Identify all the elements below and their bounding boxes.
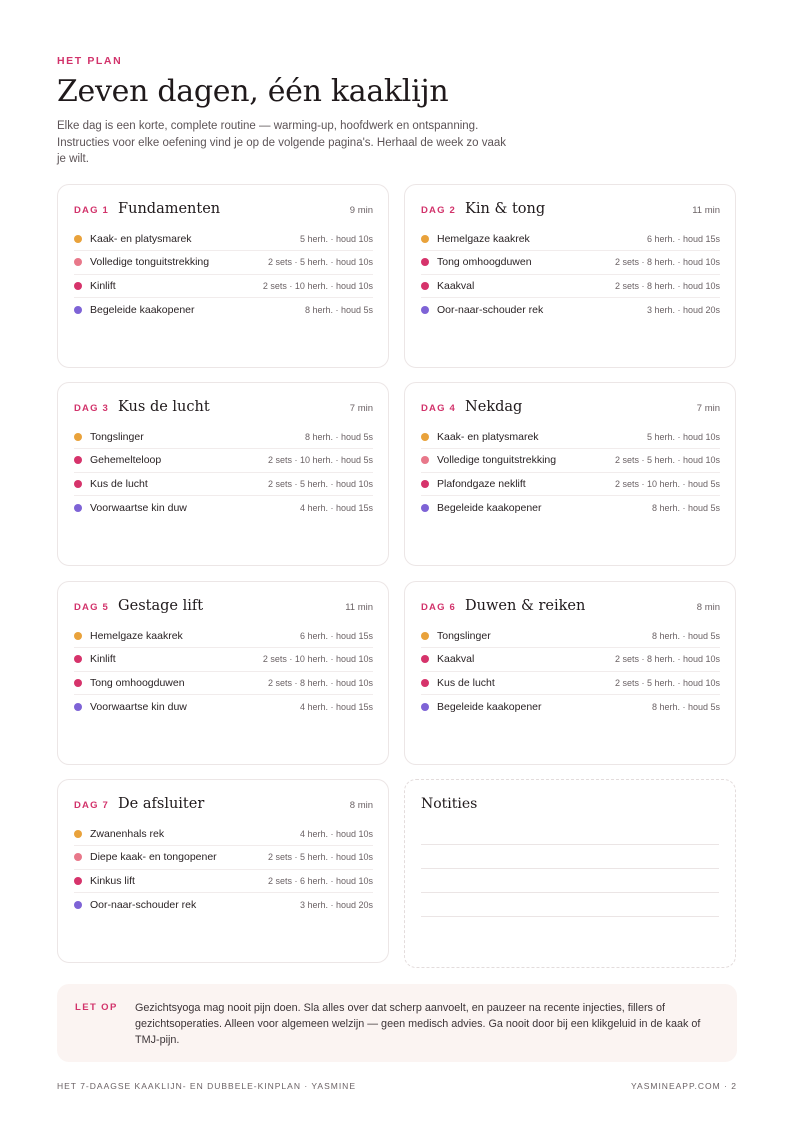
exercise-name: Hemelgaze kaakrek — [90, 630, 183, 643]
day-title: Kin & tong — [465, 201, 546, 217]
exercise-reps: 2 sets · 8 herh. · houd 10s — [614, 257, 720, 268]
exercise-reps: 2 sets · 5 herh. · houd 10s — [614, 455, 720, 466]
day-card-header — [74, 796, 373, 816]
day-title: De afsluiter — [118, 796, 205, 812]
category-dot-icon — [421, 282, 429, 290]
exercise-row — [74, 251, 373, 274]
exercise-list — [74, 625, 373, 718]
day-card — [404, 184, 736, 368]
category-dot-icon — [421, 306, 429, 314]
exercise-reps: 6 herh. · houd 15s — [299, 631, 373, 642]
note-line — [421, 868, 719, 869]
exercise-row — [421, 672, 720, 695]
category-dot-icon — [74, 877, 82, 885]
notes-title: Notities — [421, 796, 478, 812]
category-dot-icon — [74, 306, 82, 314]
exercise-reps: 4 herh. · houd 15s — [299, 701, 373, 712]
notes-box[interactable] — [404, 779, 736, 968]
note-line — [421, 916, 719, 917]
warning-box — [57, 984, 737, 1062]
exercise-row — [421, 275, 720, 298]
day-duration: 11 min — [345, 602, 373, 613]
day-card-header — [74, 598, 373, 618]
footer-document-title: HET 7-DAAGSE KAAKLIJN- EN DUBBELE-KINPLAN · YASMINE — [57, 1081, 356, 1091]
exercise-row — [74, 449, 373, 472]
category-dot-icon — [421, 433, 429, 441]
day-duration: 11 min — [692, 205, 720, 216]
exercise-row — [421, 449, 720, 472]
category-dot-icon — [74, 632, 82, 640]
category-dot-icon — [74, 456, 82, 464]
category-dot-icon — [421, 480, 429, 488]
day-duration: 8 min — [696, 602, 720, 613]
exercise-reps: 2 sets · 10 herh. · houd 5s — [267, 455, 373, 466]
category-dot-icon — [421, 258, 429, 266]
exercise-name: Zwanenhals rek — [90, 828, 165, 841]
exercise-row — [74, 846, 373, 869]
exercise-reps: 2 sets · 8 herh. · houd 10s — [614, 280, 720, 291]
exercise-name: Kus de lucht — [437, 676, 495, 689]
exercise-reps: 8 herh. · houd 5s — [304, 432, 373, 443]
exercise-list — [74, 823, 373, 916]
exercise-reps: 8 herh. · houd 5s — [304, 304, 373, 315]
exercise-row — [421, 496, 720, 519]
exercise-list — [74, 426, 373, 519]
day-card — [404, 581, 736, 765]
exercise-name: Kaak- en platysmarek — [90, 233, 192, 246]
footer-site-page: YASMINEAPP.COM · 2 — [630, 1081, 737, 1091]
section-eyebrow: HET PLAN — [57, 55, 123, 67]
category-dot-icon — [421, 703, 429, 711]
exercise-name: Kinkus lift — [90, 874, 135, 887]
exercise-reps: 2 sets · 10 herh. · houd 10s — [262, 280, 373, 291]
category-dot-icon — [74, 901, 82, 909]
exercise-row — [74, 228, 373, 251]
warning-text: Gezichtsyoga mag nooit pijn doen. Sla alles over dat scherp aanvoelt, en pauzeer na recente injecties, fillers of gezichtsoperaties. Alleen voor algemeen welzijn — geen medisch advies. Ga nooit door bij een klikgeluid in de kaak of TMJ-pijn. — [135, 1002, 701, 1046]
day-tag: DAG 6 — [421, 602, 457, 613]
day-card-header — [421, 598, 720, 618]
category-dot-icon — [421, 504, 429, 512]
exercise-name: Kinlift — [90, 653, 116, 666]
exercise-name: Oor-naar-schouder rek — [90, 898, 197, 911]
exercise-name: Begeleide kaakopener — [437, 501, 542, 514]
exercise-row — [421, 473, 720, 496]
exercise-name: Tong omhoogduwen — [90, 676, 185, 689]
category-dot-icon — [74, 655, 82, 663]
day-tag: DAG 7 — [74, 800, 110, 811]
exercise-name: Volledige tonguitstrekking — [437, 454, 557, 467]
exercise-reps: 2 sets · 10 herh. · houd 10s — [262, 654, 373, 665]
exercise-row — [421, 228, 720, 251]
exercise-name: Oor-naar-schouder rek — [437, 303, 544, 316]
category-dot-icon — [74, 480, 82, 488]
exercise-name: Tongslinger — [90, 431, 144, 444]
category-dot-icon — [74, 504, 82, 512]
exercise-name: Diepe kaak- en tongopener — [90, 851, 217, 864]
exercise-reps: 2 sets · 5 herh. · houd 10s — [267, 478, 373, 489]
exercise-reps: 3 herh. · houd 20s — [646, 304, 720, 315]
category-dot-icon — [74, 679, 82, 687]
day-card — [57, 184, 389, 368]
day-title: Duwen & reiken — [465, 598, 586, 614]
intro-text: Elke dag is een korte, complete routine — warming-up, hoofdwerk en ontspanning. Instructies voor elke oefening vind je op de volgende pagina's. Herhaal de week zo vaak je wilt. — [57, 120, 507, 165]
exercise-name: Begeleide kaakopener — [90, 303, 195, 316]
day-title: Nekdag — [465, 399, 523, 415]
exercise-name: Voorwaartse kin duw — [90, 501, 187, 514]
exercise-reps: 2 sets · 10 herh. · houd 5s — [614, 478, 720, 489]
exercise-row — [421, 298, 720, 321]
day-title: Kus de lucht — [118, 399, 210, 415]
day-duration: 7 min — [696, 403, 720, 414]
category-dot-icon — [74, 703, 82, 711]
exercise-name: Kus de lucht — [90, 477, 148, 490]
day-card-header — [74, 399, 373, 419]
exercise-row — [421, 695, 720, 718]
exercise-reps: 8 herh. · houd 5s — [651, 502, 720, 513]
day-tag: DAG 1 — [74, 205, 110, 216]
exercise-list — [421, 426, 720, 519]
exercise-row — [74, 870, 373, 893]
exercise-reps: 2 sets · 8 herh. · houd 10s — [267, 677, 373, 688]
category-dot-icon — [421, 655, 429, 663]
exercise-reps: 5 herh. · houd 10s — [299, 234, 373, 245]
exercise-reps: 4 herh. · houd 15s — [299, 502, 373, 513]
exercise-row — [74, 473, 373, 496]
exercise-reps: 3 herh. · houd 20s — [299, 899, 373, 910]
exercise-list — [421, 228, 720, 321]
exercise-row — [74, 298, 373, 321]
exercise-row — [74, 648, 373, 671]
exercise-name: Plafondgaze neklift — [437, 477, 526, 490]
exercise-row — [421, 251, 720, 274]
exercise-row — [74, 625, 373, 648]
exercise-name: Volledige tonguitstrekking — [90, 256, 210, 269]
page-title: Zeven dagen, één kaaklijn — [57, 74, 449, 109]
category-dot-icon — [74, 282, 82, 290]
exercise-row — [74, 893, 373, 916]
day-card — [404, 382, 736, 566]
day-duration: 9 min — [349, 205, 373, 216]
exercise-row — [421, 625, 720, 648]
category-dot-icon — [421, 235, 429, 243]
category-dot-icon — [74, 258, 82, 266]
category-dot-icon — [421, 632, 429, 640]
exercise-row — [74, 426, 373, 449]
day-card-header — [74, 201, 373, 221]
exercise-reps: 8 herh. · houd 5s — [651, 701, 720, 712]
exercise-row — [74, 695, 373, 718]
exercise-name: Kinlift — [90, 279, 116, 292]
exercise-reps: 2 sets · 5 herh. · houd 10s — [614, 677, 720, 688]
exercise-name: Voorwaartse kin duw — [90, 700, 187, 713]
exercise-name: Kaak- en platysmarek — [437, 431, 539, 444]
note-line — [421, 892, 719, 893]
exercise-reps: 4 herh. · houd 10s — [299, 829, 373, 840]
warning-tag: LET OP — [75, 1002, 118, 1013]
day-card-header — [421, 399, 720, 419]
category-dot-icon — [74, 853, 82, 861]
exercise-list — [74, 228, 373, 321]
exercise-row — [74, 496, 373, 519]
category-dot-icon — [421, 456, 429, 464]
exercise-reps: 6 herh. · houd 15s — [646, 234, 720, 245]
note-line — [421, 844, 719, 845]
exercise-row — [74, 823, 373, 846]
day-duration: 7 min — [349, 403, 373, 414]
exercise-name: Tong omhoogduwen — [437, 256, 532, 269]
category-dot-icon — [74, 235, 82, 243]
day-tag: DAG 4 — [421, 403, 457, 414]
day-tag: DAG 2 — [421, 205, 457, 216]
exercise-row — [74, 672, 373, 695]
category-dot-icon — [74, 830, 82, 838]
day-card — [57, 779, 389, 963]
exercise-name: Kaakval — [437, 653, 475, 666]
day-card-header — [421, 201, 720, 221]
exercise-row — [74, 275, 373, 298]
exercise-name: Begeleide kaakopener — [437, 700, 542, 713]
day-title: Fundamenten — [118, 201, 221, 217]
exercise-reps: 2 sets · 5 herh. · houd 10s — [267, 257, 373, 268]
exercise-row — [421, 648, 720, 671]
exercise-reps: 2 sets · 5 herh. · houd 10s — [267, 852, 373, 863]
exercise-name: Tongslinger — [437, 630, 491, 643]
day-title: Gestage lift — [118, 598, 204, 614]
category-dot-icon — [421, 679, 429, 687]
day-tag: DAG 5 — [74, 602, 110, 613]
category-dot-icon — [74, 433, 82, 441]
day-card — [57, 581, 389, 765]
exercise-reps: 8 herh. · houd 5s — [651, 631, 720, 642]
day-card — [57, 382, 389, 566]
exercise-reps: 2 sets · 6 herh. · houd 10s — [267, 875, 373, 886]
day-tag: DAG 3 — [74, 403, 110, 414]
exercise-reps: 5 herh. · houd 10s — [646, 432, 720, 443]
exercise-name: Gehemelteloop — [90, 454, 162, 467]
exercise-list — [421, 625, 720, 718]
exercise-row — [421, 426, 720, 449]
exercise-name: Hemelgaze kaakrek — [437, 233, 530, 246]
exercise-name: Kaakval — [437, 279, 475, 292]
day-duration: 8 min — [349, 800, 373, 811]
exercise-reps: 2 sets · 8 herh. · houd 10s — [614, 654, 720, 665]
